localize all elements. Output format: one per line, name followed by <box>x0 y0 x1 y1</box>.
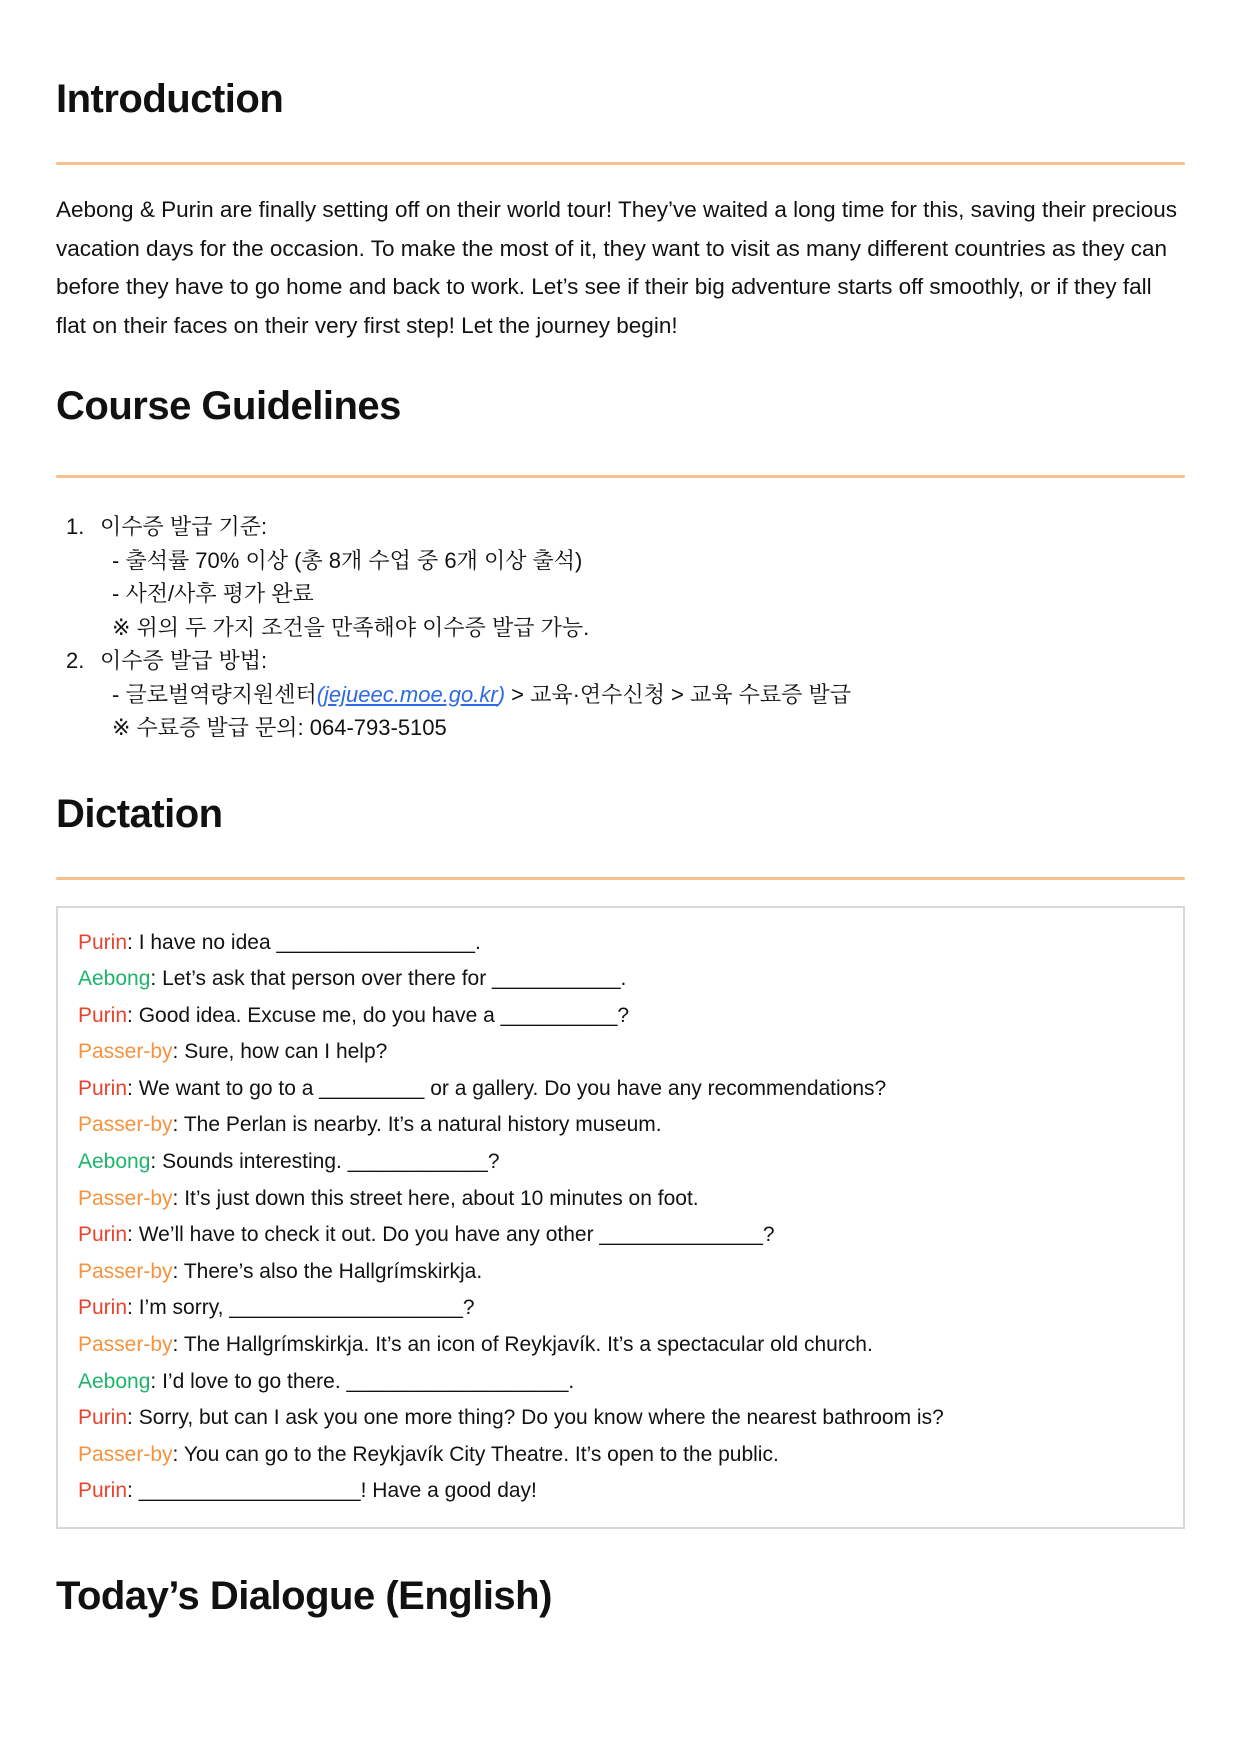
section-divider <box>56 877 1185 880</box>
dialogue-text: : It’s just down this street here, about 10 minutes on foot. <box>172 1186 699 1210</box>
dictation-heading: Dictation <box>56 791 223 836</box>
item-text: 이수증 발급 기준: <box>100 514 268 539</box>
dialogue-line <box>78 925 1163 962</box>
dialogue-line <box>78 961 1163 998</box>
guideline-item <box>56 510 1185 544</box>
dialogue-text: : Sure, how can I help? <box>172 1040 388 1064</box>
dialogue-text: : Good idea. Excuse me, do you have a __________? <box>127 1003 630 1027</box>
dialogue-line <box>78 998 1163 1035</box>
speaker-name: Purin <box>78 1003 128 1027</box>
item-number: 2. <box>66 648 85 673</box>
dialogue-line <box>78 1071 1163 1108</box>
guideline-subitem <box>56 611 1185 645</box>
introduction-heading: Introduction <box>56 77 284 121</box>
dialogue-line <box>78 1181 1163 1218</box>
course-guidelines-heading: Course Guidelines <box>56 384 401 428</box>
subitem-text: ※ 위의 두 가지 조건을 만족해야 이수증 발급 가능. <box>112 614 590 640</box>
link-paren-open: ( <box>316 681 325 707</box>
subitem-text: - 사전/사후 평가 완료 <box>112 581 314 606</box>
item-text: 이수증 발급 방법: <box>100 648 268 673</box>
dialogue-line <box>78 1254 1163 1291</box>
speaker-name: Purin <box>78 1296 128 1320</box>
subitem-text: > 교육·연수신청 > 교육 수료증 발급 <box>505 681 852 707</box>
dictation-box <box>56 906 1185 1530</box>
dialogue-text: : You can go to the Reykjavík City Theatre. It’s open to the public. <box>172 1442 779 1466</box>
dialogue-text: : Sounds interesting. ____________? <box>150 1150 500 1174</box>
dialogue-text: : There’s also the Hallgrímskirkja. <box>172 1259 483 1283</box>
section-divider <box>56 162 1185 165</box>
speaker-name: Purin <box>78 1406 128 1430</box>
speaker-name: Aebong <box>78 1369 151 1393</box>
guideline-subitem-link <box>56 678 1185 712</box>
subitem-text: ※ 수료증 발급 문의: 064-793-5105 <box>112 715 447 740</box>
dialogue-line <box>78 1327 1163 1364</box>
dialogue-text: : I have no idea _________________. <box>127 930 481 954</box>
speaker-name: Purin <box>78 1076 128 1100</box>
dialogue-line <box>78 1364 1163 1401</box>
dialogue-text: : Let’s ask that person over there for ___________. <box>150 967 627 991</box>
dialogue-text: : We want to go to a _________ or a gallery. Do you have any recommendations? <box>127 1076 887 1100</box>
section-divider <box>56 475 1185 478</box>
speaker-name: Passer-by <box>78 1040 173 1064</box>
guideline-subitem <box>56 577 1185 611</box>
dialogue-text: : I’m sorry, ____________________? <box>127 1296 475 1320</box>
dialogue-text: : ___________________! Have a good day! <box>127 1479 537 1503</box>
speaker-name: Passer-by <box>78 1442 173 1466</box>
speaker-name: Purin <box>78 1479 128 1503</box>
dialogue-text: : The Hallgrímskirkja. It’s an icon of Reykjavík. It’s a spectacular old church. <box>172 1333 873 1357</box>
guideline-subitem <box>56 711 1185 745</box>
guideline-item <box>56 644 1185 678</box>
dialogue-line <box>78 1144 1163 1181</box>
dialogue-line <box>78 1217 1163 1254</box>
item-number: 1. <box>66 514 85 539</box>
subitem-text: - 출석률 70% 이상 (총 8개 수업 중 6개 이상 출석) <box>112 547 583 573</box>
dialogue-line <box>78 1034 1163 1071</box>
dialogue-line <box>78 1473 1163 1510</box>
dialogue-line <box>78 1400 1163 1437</box>
dialogue-line <box>78 1290 1163 1327</box>
jejueec-link[interactable]: jejueec.moe.go.kr <box>324 681 498 707</box>
speaker-name: Aebong <box>78 1150 151 1174</box>
guidelines-list <box>56 510 1185 745</box>
dialogue-line <box>78 1107 1163 1144</box>
introduction-paragraph: Aebong & Purin are finally setting off on their world tour! They’ve waited a long time for this, saving their precious vacation days for the occasion. To make the most of it, they want to visit as many different countries as they can before they have to go home and back to work. Let’s see if their big adventure starts off smoothly, or if they fall flat on their faces on their very first step! Let the journey begin! <box>56 197 1178 338</box>
subitem-text: - 글로벌역량지원센터 <box>112 681 317 707</box>
dialogue-line <box>78 1437 1163 1474</box>
todays-dialogue-heading: Today’s Dialogue (English) <box>56 1574 552 1618</box>
speaker-name: Purin <box>78 930 128 954</box>
speaker-name: Passer-by <box>78 1186 173 1210</box>
speaker-name: Passer-by <box>78 1333 173 1357</box>
speaker-name: Passer-by <box>78 1259 173 1283</box>
guideline-subitem <box>56 544 1185 578</box>
speaker-name: Purin <box>78 1223 128 1247</box>
dialogue-text: : I’d love to go there. ___________________. <box>150 1369 575 1393</box>
speaker-name: Aebong <box>78 967 151 991</box>
link-paren-close: ) <box>497 681 506 707</box>
dialogue-text: : Sorry, but can I ask you one more thing? Do you know where the nearest bathroom is? <box>127 1406 944 1430</box>
speaker-name: Passer-by <box>78 1113 173 1137</box>
dialogue-text: : The Perlan is nearby. It’s a natural history museum. <box>172 1113 662 1137</box>
dialogue-text: : We’ll have to check it out. Do you have any other ______________? <box>127 1223 775 1247</box>
